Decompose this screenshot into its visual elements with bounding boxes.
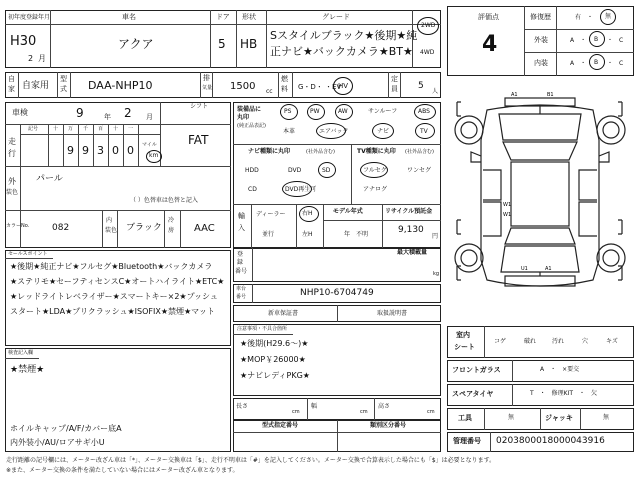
reg-year-label: 初年度登録年月 (8, 14, 51, 21)
exterior-label-1: 外 (8, 177, 16, 186)
shift-label: シフト (190, 103, 209, 110)
displacement-unit: cc (266, 88, 273, 95)
dims-unit: cm (427, 409, 435, 415)
tool-value: 無 (508, 414, 515, 421)
import-parallel: 並行 (262, 231, 275, 238)
tv-oneseg: ワンセグ (407, 167, 432, 174)
handle-right: 右H (302, 210, 313, 217)
model-year-label: モデル年式 (333, 208, 363, 215)
grade-line1: Sスタイルブラック★後期★純 (270, 29, 418, 42)
displacement-label-2: 気量 (202, 85, 213, 91)
displacement: 1500 (230, 81, 256, 92)
navi-sd: SD (322, 167, 331, 174)
shape: HB (240, 37, 258, 51)
equip-navi: ナビ (377, 128, 390, 135)
drive-4wd: 4WD (420, 49, 435, 56)
warranty-manual: 取扱説明書 (377, 310, 408, 317)
int-c: ・ C (607, 60, 624, 67)
doors: 5 (218, 37, 226, 51)
jack-value: 無 (603, 414, 610, 421)
exterior-note: （ ）色替車は色替と記入 (130, 197, 198, 204)
mileage-col-10: 十 (113, 126, 119, 132)
glass-value: A ・ ×要交 (540, 366, 580, 373)
model-label-2: 式 (60, 85, 67, 93)
tool-label: 工具 (458, 414, 472, 422)
exterior-label-2: 装色 (6, 189, 19, 196)
warranty-new-car: 新車保証書 (268, 310, 299, 317)
dims-height: 高さ (378, 403, 391, 410)
car-name-label: 車名 (122, 13, 136, 21)
reg-label-3: 番号 (235, 268, 248, 275)
displacement-label-1: 排 (203, 74, 210, 82)
exterior-color: パール (36, 174, 63, 184)
seat-item: 破れ (524, 338, 537, 345)
notes-line: ★後期(H29.6～)★ (240, 339, 309, 348)
inspection-month-unit: 月 (146, 113, 153, 121)
spare-value: T ・ 修理KIT ・ 欠 (530, 390, 598, 397)
shift: FAT (188, 133, 209, 147)
mileage-digit: 0 (127, 144, 134, 157)
mileage-label-2: 行 (8, 149, 16, 158)
inspection-year-unit: 年 (104, 113, 111, 121)
import-dealer: ディーラー (256, 211, 286, 218)
handle-left: 左H (302, 231, 313, 238)
dims-row (233, 398, 441, 420)
use-label-2: 家 (8, 85, 15, 93)
use-label-1: 自 (8, 75, 15, 83)
mileage-col-1: 一 (128, 126, 134, 132)
dims-unit: cm (360, 409, 368, 415)
equip-aw: AW (338, 108, 348, 115)
equipment-note: (純正品表記) (237, 123, 266, 129)
color-no-label: カラーNo. (6, 223, 30, 229)
interior-label-2: 装色 (105, 227, 118, 234)
ac-label-1: 冷 (168, 217, 175, 224)
seat-label-1: 室内 (456, 331, 470, 339)
mileage-label-1: 走 (8, 137, 16, 146)
color-no: 082 (52, 223, 70, 233)
reg-month-num: 2 (28, 54, 34, 63)
car-name: アクア (118, 37, 154, 51)
import-label-2: 入 (238, 224, 245, 232)
mileage-digit: 9 (82, 144, 89, 157)
capacity: 5 (418, 81, 424, 91)
fuel-label-1: 燃 (281, 75, 288, 83)
mileage-col-note: 記号 (28, 126, 39, 132)
max-load-label: 最大積載量 (397, 249, 428, 256)
repair-selected: 無 (605, 13, 612, 20)
chassis-value: NHP10-6704749 (300, 288, 374, 298)
drive-2wd: 2WD (421, 22, 436, 29)
grade-label: グレード (322, 13, 350, 21)
mgmt-value: 0203800018000043916 (496, 436, 605, 446)
capacity-label-2: 員 (391, 85, 398, 93)
reg-month-unit: 月 (38, 54, 46, 63)
navi-cd: CD (248, 186, 257, 193)
inspector-line: ★禁煙★ (10, 365, 45, 375)
ext-selected: B (594, 36, 599, 43)
inspection-label: 車検 (12, 108, 28, 117)
spare-label: スペアタイヤ (452, 390, 494, 398)
reg-label-2: 録 (237, 259, 244, 266)
mileage-unit-km: km (149, 152, 159, 159)
equip-abs: ABS (418, 108, 430, 115)
mileage-digit: 3 (97, 144, 104, 157)
seat-item: 穴 (582, 338, 589, 345)
repair-label: 修復歴 (530, 13, 551, 21)
ext-opts: A ・ (570, 37, 587, 44)
sales-point-line: ★後期★純正ナビ★フルセグ★Bluetooth★バックカメラ (10, 262, 213, 271)
shape-label: 形状 (242, 13, 256, 21)
seat-item: コゲ (494, 338, 507, 345)
equip-leather: 本革 (283, 128, 296, 135)
ext-c: ・ C (607, 37, 624, 44)
equip-airbag: エアバック (319, 128, 349, 135)
glass-label: フロントガラス (452, 366, 501, 374)
int-label: 内装 (534, 59, 548, 67)
footer-line2: ※また、メーター交換の条件を満たしていない場合にはメーター改ざん車となります。 (6, 467, 239, 474)
use: 自家用 (22, 81, 50, 91)
model: DAA-NHP10 (88, 79, 153, 92)
recycle-label: リサイクル預託金 (385, 208, 433, 215)
max-load-unit: kg (433, 271, 440, 277)
inspection-year: 9 (76, 106, 84, 120)
int-selected: B (594, 59, 599, 66)
diagram-label: W1 (503, 212, 512, 218)
inspection-month: 2 (124, 106, 132, 120)
interior: ブラック (126, 223, 162, 233)
inspector-label: 検査記入欄 (8, 350, 34, 356)
diagram-label: U1 (521, 266, 528, 272)
equipment-title-2: 丸印 (237, 114, 250, 121)
sales-points-label: セールスポイント (8, 251, 48, 257)
repair-opts: 有 ・ (575, 14, 594, 21)
seat-item: 汚れ (552, 338, 565, 345)
navi-hdd: HDD (245, 167, 259, 174)
mileage-col-1k: 千 (83, 126, 89, 132)
equip-ps: PS (284, 108, 292, 115)
diagram-label: A1 (545, 266, 552, 272)
dims-width: 幅 (311, 403, 318, 410)
model-year: 年 不明 (344, 231, 369, 238)
fuel-options: G・D・ ・EV (298, 83, 342, 91)
sales-point-line: スタート★LDA★プリクラッシュ★ISOFIX★禁煙★マット (10, 307, 215, 316)
mileage-digit: 0 (112, 144, 119, 157)
seat-item: キズ (606, 338, 618, 345)
dims-length: 長さ (236, 403, 249, 410)
equipment-title-1: 装備品に (237, 106, 262, 113)
mileage-col-10k: 十 (53, 126, 59, 132)
dims-unit: cm (292, 409, 300, 415)
score: 4 (482, 32, 498, 57)
score-label: 評価点 (478, 13, 499, 21)
chassis-label-2: 番号 (236, 294, 247, 300)
int-opts: A ・ (570, 60, 587, 67)
tv-title: TV種類に丸印 (357, 148, 396, 155)
mileage-col-10k2: 万 (68, 126, 74, 132)
sales-point-line: ★ステリモ★セーフティセンスC★オートハイライト★ETC★ (10, 277, 225, 286)
notes-label: 注意事項・不具合箇所 (237, 326, 288, 332)
diagram-label: A1 (511, 92, 518, 98)
interior-label-1: 内 (106, 217, 113, 224)
capacity-unit: 人 (432, 88, 439, 95)
car-diagram (447, 80, 634, 320)
prev-type-label: 型式指定番号 (262, 422, 299, 429)
ac: AAC (194, 223, 215, 234)
chassis-label-1: 車台 (236, 286, 247, 292)
reg-era: H30 (10, 34, 37, 49)
mileage-unit-mile: マイル (142, 142, 157, 148)
fuel-label-2: 料 (281, 85, 288, 93)
reg-label-1: 登 (237, 251, 244, 258)
equip-tv: TV (420, 128, 428, 135)
notes-line: ★MOP￥26000★ (240, 355, 306, 364)
navi-title: ナビ種類に丸印 (248, 148, 291, 155)
capacity-label-1: 定 (391, 75, 398, 83)
model-label-1: 型 (60, 75, 67, 83)
recycle-unit: 円 (432, 233, 439, 240)
tv-fullseg: フルセグ (363, 167, 387, 174)
inspector-footer-1: ホイルキャップ/A/F/カバー底A (10, 424, 122, 433)
mgmt-label: 管理番号 (453, 437, 481, 445)
inspector-footer-2: 内外装小/AU/ロアサギ小U (10, 438, 105, 447)
ac-label-2: 房 (168, 227, 175, 234)
seat-label-2: シート (454, 343, 475, 351)
notes-line: ★ナビレディPKG★ (240, 371, 310, 380)
navi-note: (社外品含む) (306, 149, 335, 155)
navi-dvd: DVD (288, 167, 302, 174)
equip-pw: PW (310, 108, 320, 115)
grade-line2: 正ナビ★バックカメラ★BT★ (270, 45, 413, 58)
diagram-label: B1 (547, 92, 554, 98)
footer-line1: 走行距離の記号欄には、メーター改ざん車は「*」、メーター交換車は「$」、走行不明車は「#」を記入してください。メーター交換で合算表示した場合にも「$」は必要となります。 (6, 457, 496, 464)
ext-label: 外装 (534, 36, 548, 44)
jack-label: ジャッキ (545, 414, 573, 422)
inspector-box (5, 348, 231, 452)
import-label-1: 輸 (238, 212, 245, 220)
diagram-label: W1 (503, 202, 512, 208)
equip-sunroof: サンルーフ (368, 108, 398, 115)
mileage-digit: 9 (67, 144, 74, 157)
doors-label: ドア (216, 13, 230, 21)
mileage-col-100: 百 (98, 126, 104, 132)
recycle: 9,130 (398, 225, 424, 235)
tv-note: (社外品含む) (405, 149, 434, 155)
fuel-selected: HV (338, 82, 349, 90)
tv-analog: アナログ (363, 186, 388, 193)
sales-point-line: ★レッドライトレベライザー★スマートキー×2★プッシュ (10, 292, 218, 301)
class-label: 類別区分番号 (370, 422, 407, 429)
navi-dvd-play: DVD再生可 (285, 186, 317, 193)
